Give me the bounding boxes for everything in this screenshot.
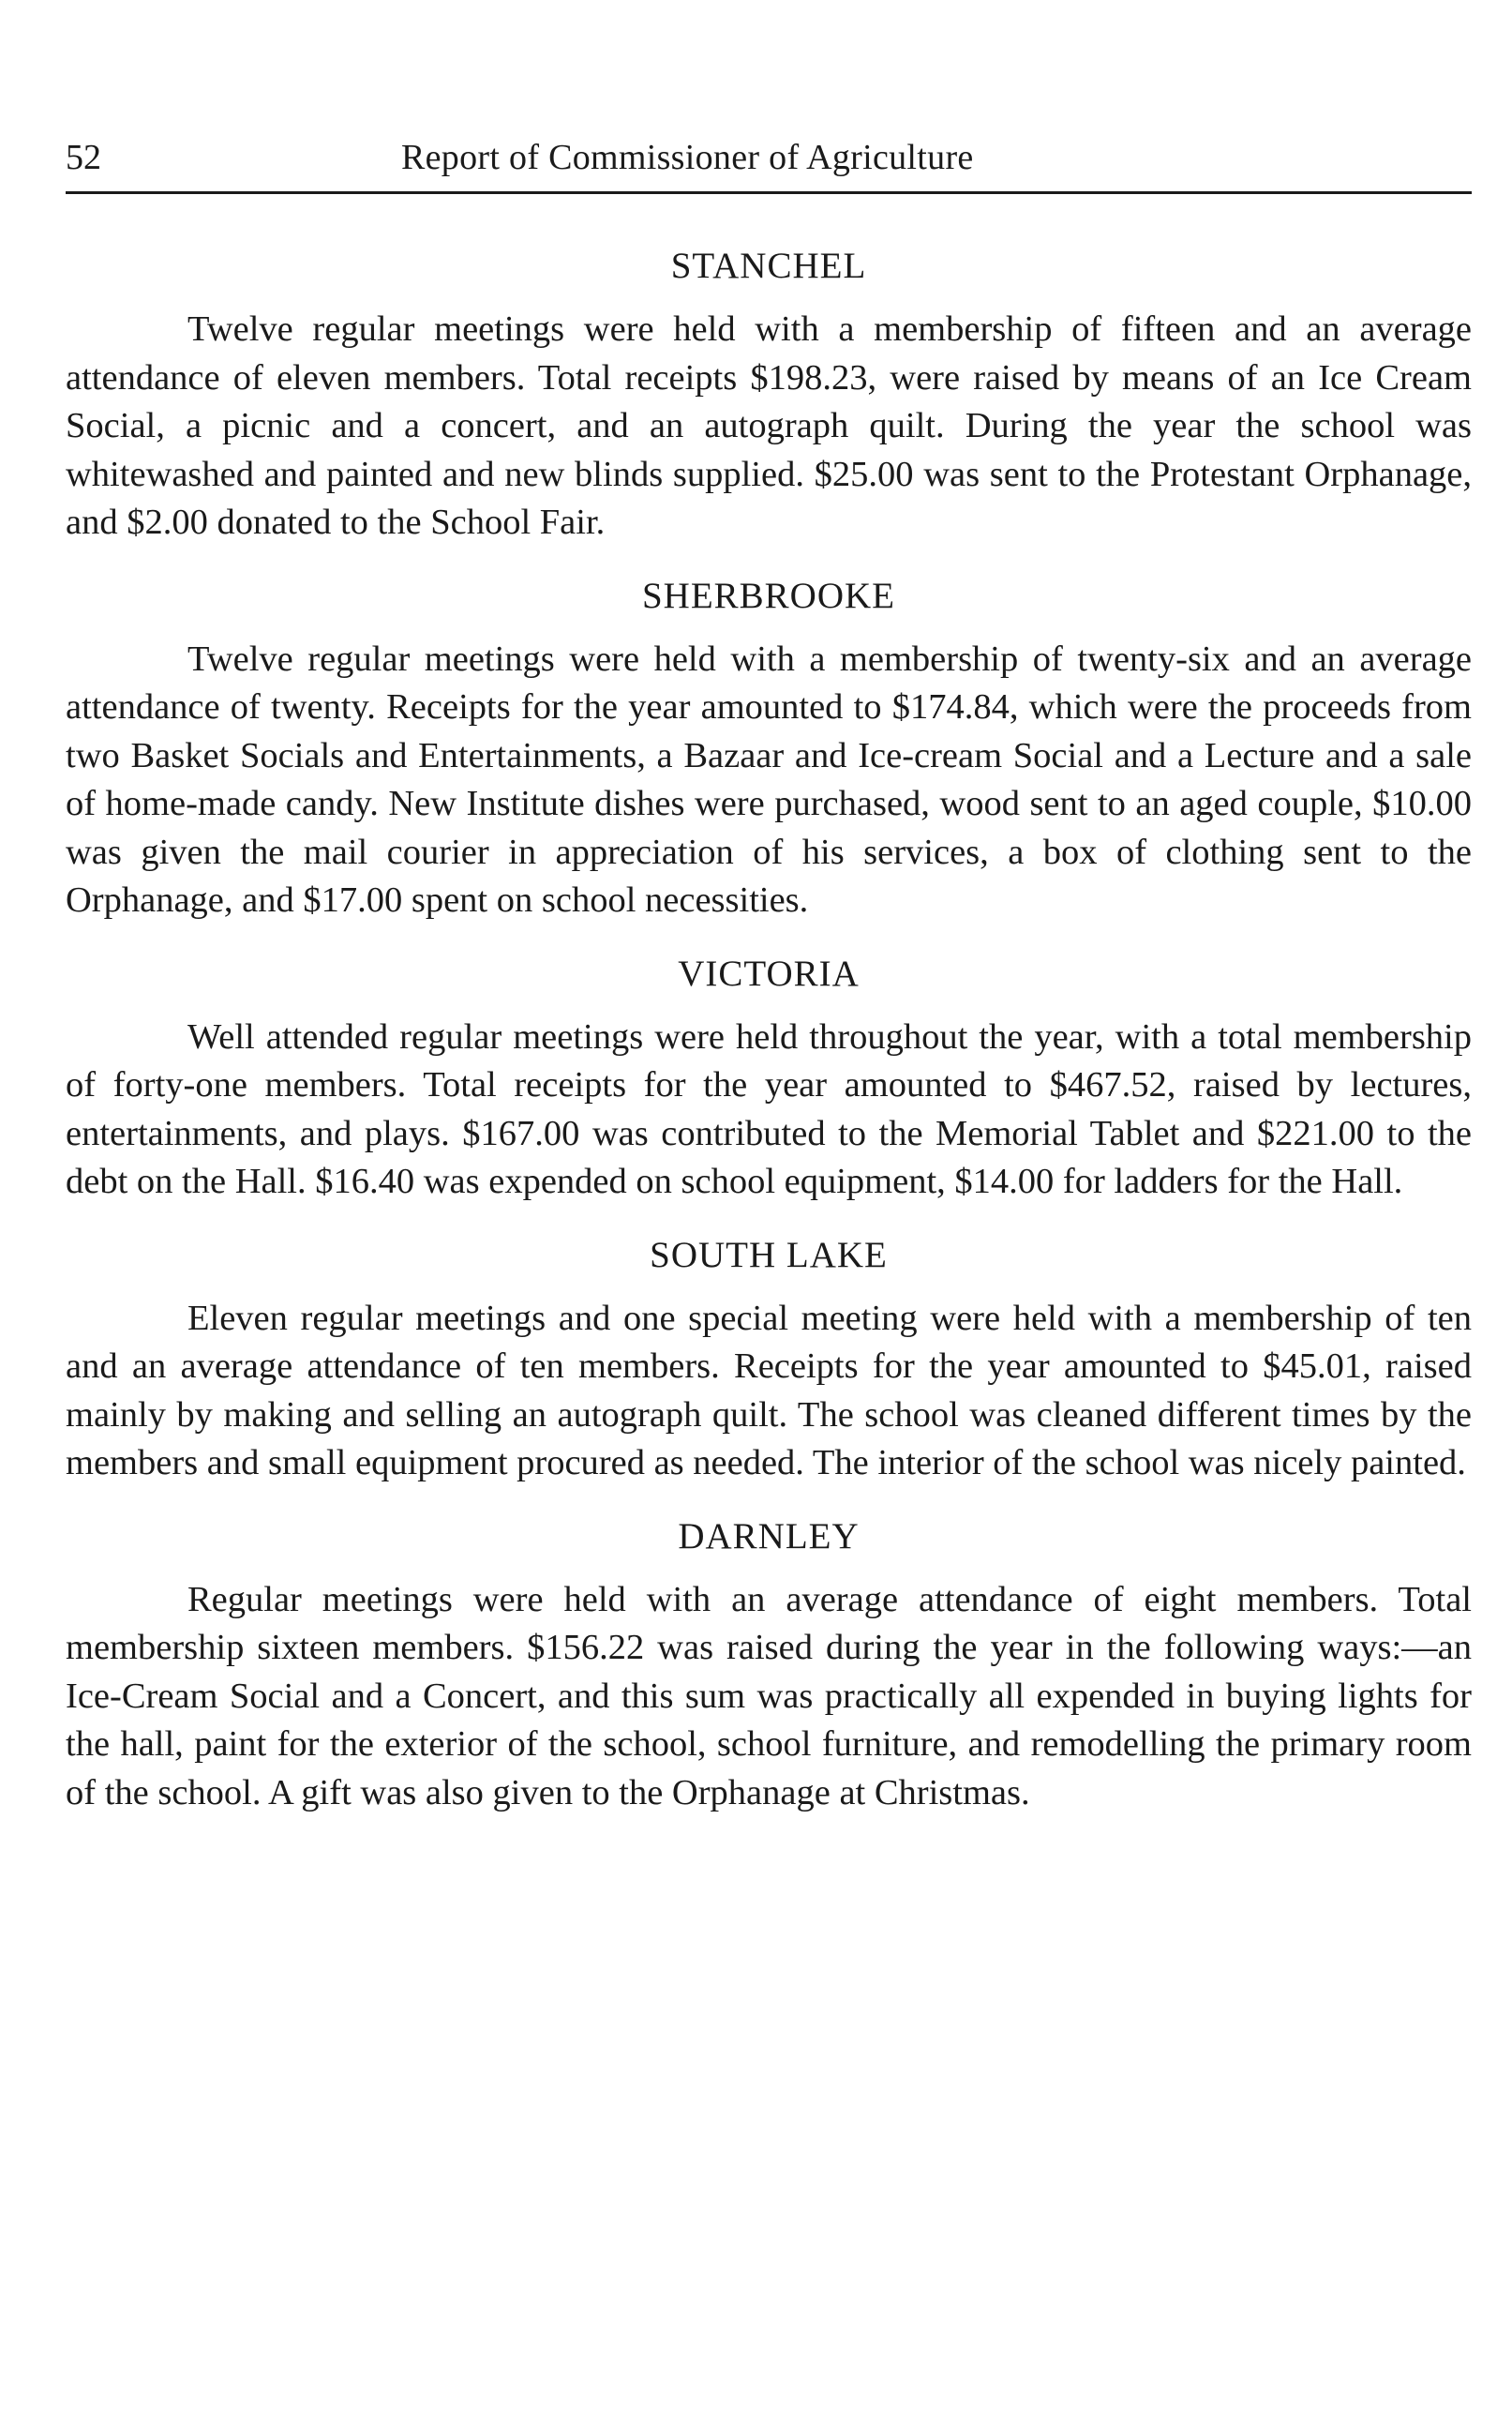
section-paragraph: Well attended regular meetings were held throughout the year, with a total membership of forty-one members. Total receipts for the year amounted to $467.52, raised by lectures, entertainments, and plays. $167.00 was contributed to the Memorial Tablet and $221.00 to the debt on the Hall. $16.40 was expended on school equipment, $14.00 for ladders for the Hall. xyxy=(66,1016,1472,1201)
section-title: SHERBROOKE xyxy=(641,575,896,616)
section-darnley xyxy=(66,1514,1472,1818)
section-title: SOUTH LAKE xyxy=(650,1234,888,1275)
section-sherbrooke xyxy=(66,574,1472,925)
section-title: STANCHEL xyxy=(670,246,867,286)
page-number: 52 xyxy=(66,138,101,177)
section-paragraph: Twelve regular meetings were held with a membership of fifteen and an average attendance of eleven members. Total receipts $198.23, were raised by means of an Ice Cream Social, a picnic and a concert, and an autograph quilt. During the year the school was whitewashed and painted and new blinds supplied. $25.00 was sent to the Protestant Orphanage, and $2.00 donated to the School Fair. xyxy=(66,309,1472,542)
section-victoria xyxy=(66,952,1472,1207)
section-south-lake xyxy=(66,1233,1472,1488)
section-title: DARNLEY xyxy=(678,1515,860,1556)
section-stanchel xyxy=(66,244,1472,548)
document-body xyxy=(66,244,1472,1843)
section-paragraph: Twelve regular meetings were held with a membership of twenty-six and an average attendance of twenty. Receipts for the year amounted to $174.84, which were the proceeds from two Basket Socials and Entertainments, a Bazaar and Ice-cream Social and a Lecture and a sale of home-made candy. New Institute dishes were purchased, wood sent to an aged couple, $10.00 was given the mail courier in appreciation of his services, a box of clothing sent to the Orphanage, and $17.00 spent on school necessities. xyxy=(66,639,1472,920)
section-paragraph: Regular meetings were held with an average attendance of eight members. Total membership sixteen members. $156.22 was raised during the year in the following ways:—an Ice-Cream Social and a Concert, and this sum was practically all expended in buying lights for the hall, paint for the exterior of the school, school furniture, and remodelling the primary room of the school. A gift was also given to the Orphanage at Christmas. xyxy=(66,1579,1472,1812)
section-title: VICTORIA xyxy=(678,953,860,994)
section-paragraph: Eleven regular meetings and one special meeting were held with a membership of ten and an average attendance of ten members. Receipts for the year amounted to $45.01, raised mainly by making and selling an autograph quilt. The school was cleaned different times by the members and small equipment procured as needed. The interior of the school was nicely painted. xyxy=(66,1298,1472,1482)
page-header xyxy=(66,131,1472,194)
running-title: Report of Commissioner of Agriculture xyxy=(401,138,974,177)
